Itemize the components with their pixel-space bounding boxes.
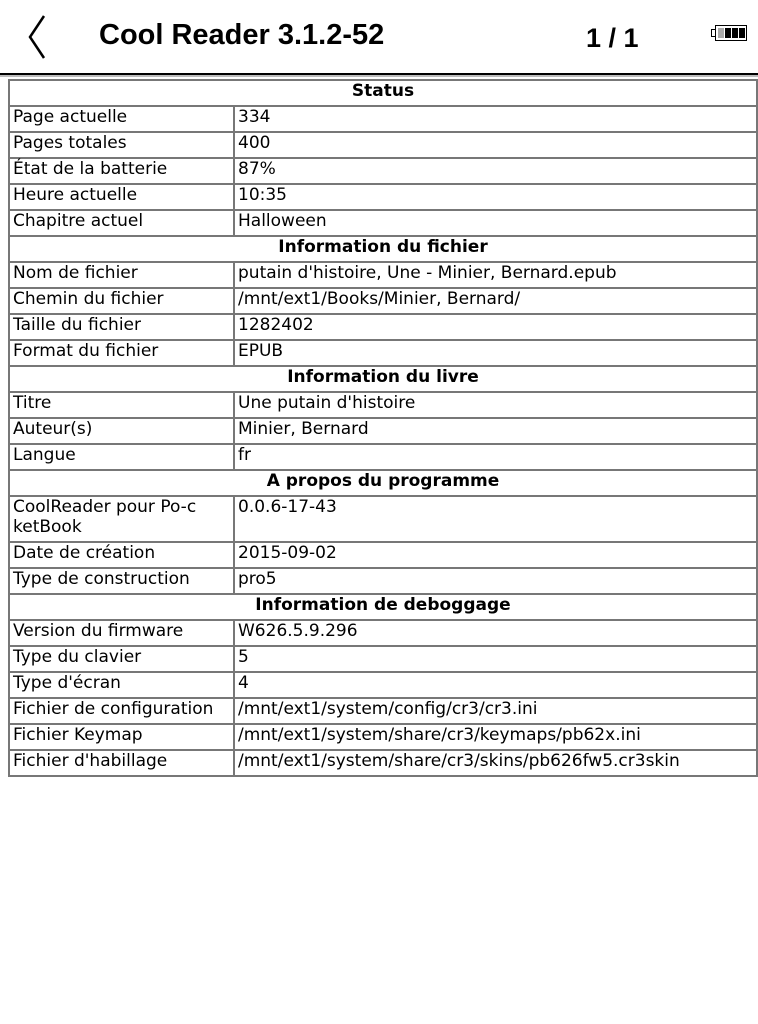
battery-bar-full <box>739 28 745 38</box>
row-value: 4 <box>234 672 757 698</box>
section-title: Information du livre <box>9 366 757 392</box>
table-row <box>9 418 757 444</box>
row-value: 334 <box>234 106 757 132</box>
section-title: Information du fichier <box>9 236 757 262</box>
table-row <box>9 262 757 288</box>
battery-icon <box>711 25 747 41</box>
row-value: Minier, Bernard <box>234 418 757 444</box>
row-value: W626.5.9.296 <box>234 620 757 646</box>
row-label: Taille du fichier <box>9 314 234 340</box>
table-row <box>9 568 757 594</box>
section-title: Information de deboggage <box>9 594 757 620</box>
table-row <box>9 672 757 698</box>
row-value: Halloween <box>234 210 757 236</box>
row-label: Chemin du fichier <box>9 288 234 314</box>
row-label: Page actuelle <box>9 106 234 132</box>
app-title: Cool Reader 3.1.2-52 <box>99 19 385 51</box>
table-row <box>9 184 757 210</box>
section-title: Status <box>9 80 757 106</box>
row-value: pro5 <box>234 568 757 594</box>
row-value: /mnt/ext1/Books/Minier, Bernard/ <box>234 288 757 314</box>
row-label: Type d'écran <box>9 672 234 698</box>
row-value: 1282402 <box>234 314 757 340</box>
back-button[interactable] <box>24 14 50 60</box>
table-row <box>9 210 757 236</box>
section-header-row <box>9 470 757 496</box>
row-value: 0.0.6-17-43 <box>234 496 757 542</box>
row-value: /mnt/ext1/system/share/cr3/keymaps/pb62x.ini <box>234 724 757 750</box>
row-label: Version du firmware <box>9 620 234 646</box>
table-row <box>9 646 757 672</box>
table-row <box>9 496 757 542</box>
battery-bar-full <box>725 28 731 38</box>
battery-bar-empty <box>718 28 724 38</box>
row-value: 10:35 <box>234 184 757 210</box>
row-value: 400 <box>234 132 757 158</box>
table-row <box>9 750 757 776</box>
table-row <box>9 158 757 184</box>
section-header-row <box>9 594 757 620</box>
section-header-row <box>9 236 757 262</box>
row-label: Format du fichier <box>9 340 234 366</box>
table-row <box>9 314 757 340</box>
table-row <box>9 106 757 132</box>
header-bar <box>0 0 758 75</box>
row-label-cell <box>9 496 234 542</box>
row-label: Fichier de configuration <box>9 698 234 724</box>
row-value: putain d'histoire, Une - Minier, Bernard.epub <box>234 262 757 288</box>
table-row <box>9 288 757 314</box>
row-value: fr <box>234 444 757 470</box>
table-row <box>9 132 757 158</box>
row-value: /mnt/ext1/system/share/cr3/skins/pb626fw5.cr3skin <box>234 750 757 776</box>
section-header-row <box>9 366 757 392</box>
page-indicator: 1 / 1 <box>586 23 639 53</box>
row-label: Nom de fichier <box>9 262 234 288</box>
row-label: Auteur(s) <box>9 418 234 444</box>
table-row <box>9 620 757 646</box>
row-value: Une putain d'histoire <box>234 392 757 418</box>
battery-bar-full <box>732 28 738 38</box>
row-value: /mnt/ext1/system/config/cr3/cr3.ini <box>234 698 757 724</box>
table-row <box>9 340 757 366</box>
row-label: Pages totales <box>9 132 234 158</box>
row-label: Langue <box>9 444 234 470</box>
row-label: Date de création <box>9 542 234 568</box>
row-label: Type du clavier <box>9 646 234 672</box>
row-label: CoolReader pour Po-cketBook <box>13 497 197 537</box>
row-value: EPUB <box>234 340 757 366</box>
row-label: Chapitre actuel <box>9 210 234 236</box>
table-row <box>9 698 757 724</box>
section-title: A propos du programme <box>9 470 757 496</box>
table-row <box>9 392 757 418</box>
table-row <box>9 724 757 750</box>
row-value: 87% <box>234 158 757 184</box>
section-header-row <box>9 80 757 106</box>
table-row <box>9 542 757 568</box>
row-label: État de la batterie <box>9 158 234 184</box>
row-label: Heure actuelle <box>9 184 234 210</box>
info-table <box>8 79 758 777</box>
row-value: 5 <box>234 646 757 672</box>
row-value: 2015-09-02 <box>234 542 757 568</box>
table-row <box>9 444 757 470</box>
chevron-left-icon <box>24 14 50 60</box>
row-label: Fichier Keymap <box>9 724 234 750</box>
row-label: Fichier d'habillage <box>9 750 234 776</box>
row-label: Titre <box>9 392 234 418</box>
header-divider <box>0 75 758 77</box>
row-label: Type de construction <box>9 568 234 594</box>
